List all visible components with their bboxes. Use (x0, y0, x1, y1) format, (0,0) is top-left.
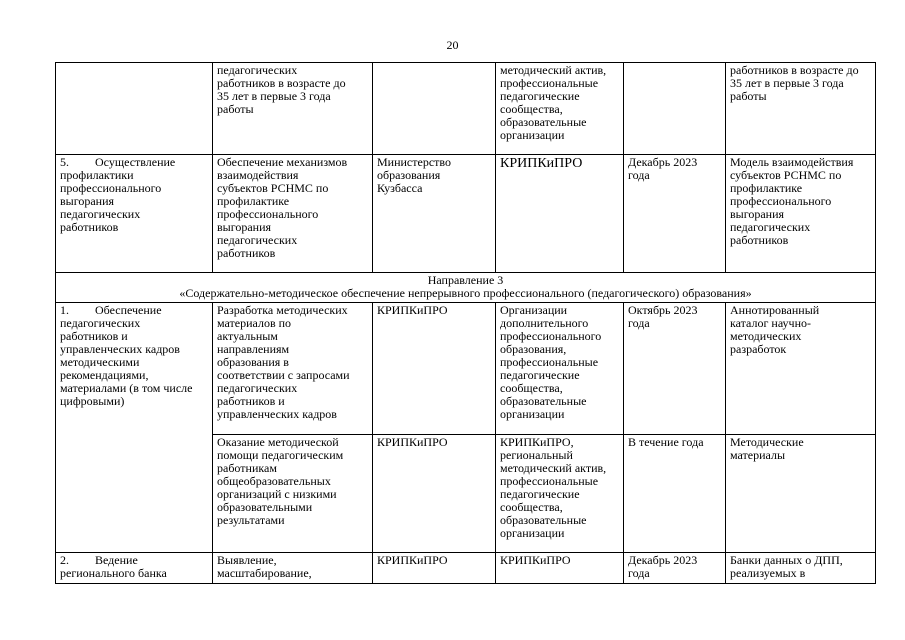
direction-cell (56, 273, 876, 303)
measure-cell: Обеспечение механизмов взаимодействия субъектов РСНМС по профилактике профессионального выгорания педагогических работников (213, 155, 373, 273)
task-number: 5. (60, 155, 69, 169)
result-cell: работников в возрасте до 35 лет в первые 3 года работы (726, 63, 876, 155)
deadline-cell: Декабрь 2023 года (624, 155, 726, 273)
table-row (56, 303, 876, 435)
direction-title: Направление 3 (427, 273, 504, 287)
task-cell (56, 63, 213, 155)
task-cell (56, 303, 213, 553)
responsible-cell: Министерство образования Кузбасса (373, 155, 496, 273)
result-cell: Аннотированный каталог научно- методических разработок (726, 303, 876, 435)
deadline-cell: Октябрь 2023 года (624, 303, 726, 435)
measure-cell: Разработка методических материалов по актуальным направлениям образования в соответствии с запросами педагогических работников и управленческих кадров (213, 303, 373, 435)
task-number: 2. (60, 554, 69, 567)
measure-cell: Оказание методической помощи педагогическим работникам общеобразовательных организаций с низкими образовательными результатами (213, 435, 373, 553)
table-row (56, 63, 876, 155)
participants-cell: КРИПКиПРО, региональный методический актив, профессиональные педагогические сообщества, образовательные организации (496, 435, 624, 553)
measure-cell: педагогических работников в возрасте до 35 лет в первые 3 года работы (213, 63, 373, 155)
result-cell: Модель взаимодействия субъектов РСНМС по профилактике профессионального выгорания педагогических работников (726, 155, 876, 273)
table-row (56, 553, 876, 584)
task-title-rest: регионального банка (60, 566, 167, 580)
deadline-cell (624, 63, 726, 155)
page-number: 20 (446, 38, 459, 52)
deadline-cell: В течение года (624, 435, 726, 553)
responsible-cell (373, 63, 496, 155)
table-row (56, 155, 876, 273)
result-cell: Банки данных о ДПП, реализуемых в (726, 553, 876, 584)
task-title-first: Осуществление (95, 155, 176, 169)
task-title-first: Обеспечение (95, 303, 162, 317)
participants-cell: методический актив, профессиональные педагогические сообщества, образовательные организации (496, 63, 624, 155)
task-cell (56, 155, 213, 273)
result-cell: Методические материалы (726, 435, 876, 553)
task-title-rest: педагогических работников и управленческих кадров методическими рекомендациями, материалами (в том числе цифровыми) (60, 316, 193, 408)
participants-cell: Организации дополнительного профессионального образования, профессиональные педагогические сообщества, образовательные организации (496, 303, 624, 435)
deadline-cell: Декабрь 2023 года (624, 553, 726, 584)
task-title-rest: профилактики профессионального выгорания педагогических работников (60, 168, 162, 234)
participants-cell: КРИПКиПРО (496, 553, 624, 584)
direction-row (56, 273, 876, 303)
responsible-cell: КРИПКиПРО (373, 435, 496, 553)
direction-subtitle: «Содержательно-методическое обеспечение непрерывного профессионального (педагогического) образования» (179, 286, 752, 300)
task-cell (56, 553, 213, 584)
activity-table (55, 62, 876, 584)
measure-cell: Выявление, масштабирование, (213, 553, 373, 584)
task-title-first: Ведение (95, 554, 138, 567)
responsible-cell: КРИПКиПРО (373, 553, 496, 584)
task-number: 1. (60, 303, 69, 317)
responsible-cell: КРИПКиПРО (373, 303, 496, 435)
participants-cell: КРИПКиПРО (496, 155, 624, 273)
